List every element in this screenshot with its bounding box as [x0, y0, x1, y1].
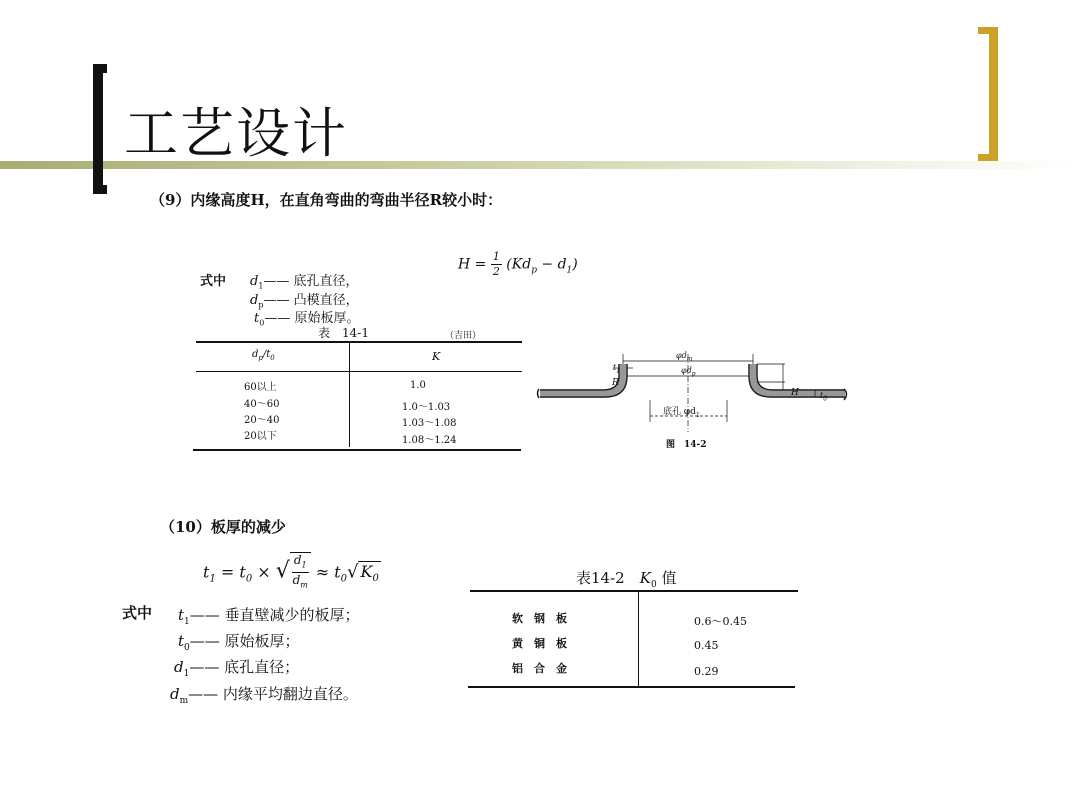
where-label-10: 式中 — [122, 604, 153, 622]
table-row-col1: 40～60 — [244, 399, 280, 410]
table14-2-top-rule — [470, 590, 798, 592]
table14-1-bottom-rule — [193, 449, 521, 451]
table-row-col2: 1.03～1.08 — [402, 418, 457, 429]
where-label-9: 式中 — [200, 274, 227, 289]
table-row-col1: 60以上 — [244, 382, 277, 393]
def-d1: $d_1——$ 底孔直径， — [250, 274, 359, 291]
label-H: H — [791, 388, 799, 398]
table14-1-header-col2: K — [432, 350, 441, 363]
page-title: 工艺设计 — [124, 102, 348, 165]
label-t0: $t_0$ — [820, 391, 828, 403]
formula-t1: $t_1 = t_0$ × √ $\frac{d_1}{d_m}$ ≈ $t_0√$ $K_0$ — [203, 552, 381, 593]
left-bracket-decoration — [93, 64, 107, 194]
label-t1: $t_1$ — [613, 363, 621, 375]
table14-1-source: （吉田） — [445, 331, 482, 341]
table-row-col1: 20～40 — [244, 415, 280, 426]
def-t0: $t_0——$ 原始板厚。 — [254, 311, 360, 328]
def-d1-10: $d_1——$ 底孔直径； — [174, 658, 300, 679]
table-row-col2: 1.0～1.03 — [402, 402, 451, 413]
table-row-col2: 0.29 — [694, 665, 719, 678]
table-row-col1: 20以下 — [244, 431, 277, 442]
table14-1-col-divider — [349, 343, 350, 447]
label-R: R — [612, 378, 619, 388]
table14-1-top-rule — [196, 341, 522, 343]
right-bracket-decoration — [978, 27, 998, 161]
table-row-col1: 软 钢 板 — [512, 612, 567, 625]
table14-2-caption: 表14-2 $K_0$ 值 — [576, 569, 677, 590]
table-row-col2: 0.6～0.45 — [694, 615, 747, 628]
table-row-col2: 1.0 — [410, 380, 426, 391]
def-dm: $d_m——$ 内缘平均翻边直径。 — [170, 685, 358, 706]
table14-2-bottom-rule — [468, 686, 795, 688]
section10-heading: （10）板厚的减少 — [160, 518, 286, 536]
table-row-col1: 铝 合 金 — [512, 662, 567, 675]
def-t0-10: $t_0——$ 原始板厚； — [178, 632, 300, 653]
label-dm: $\varphi d_m$ — [676, 351, 693, 363]
table14-2-col-divider — [638, 592, 639, 688]
table14-1-header-rule — [196, 371, 522, 372]
def-dp: $d_p——$ 凸模直径， — [250, 293, 359, 310]
formula-h: H = $\frac{1}{2}$ $(Kd_p - d_1)$ — [458, 250, 578, 278]
table14-1-header-col1: $d_p/t_0$ — [252, 349, 275, 362]
table-row-col2: 1.08～1.24 — [402, 435, 457, 446]
table-row-col2: 0.45 — [694, 639, 719, 652]
label-hole: 底孔 $\varphi d_1$ — [663, 407, 700, 419]
label-dp: $\varphi d_p$ — [681, 366, 696, 378]
section9-heading: （9）内缘高度H，在直角弯曲的弯曲半径R较小时： — [150, 191, 503, 209]
table14-1-caption: 表 14-1 — [318, 326, 369, 340]
figure14-2-caption: 图 14-2 — [666, 440, 707, 450]
def-t1: $t_1——$ 垂直壁减少的板厚； — [178, 606, 360, 627]
table-row-col1: 黄 铜 板 — [512, 637, 567, 650]
